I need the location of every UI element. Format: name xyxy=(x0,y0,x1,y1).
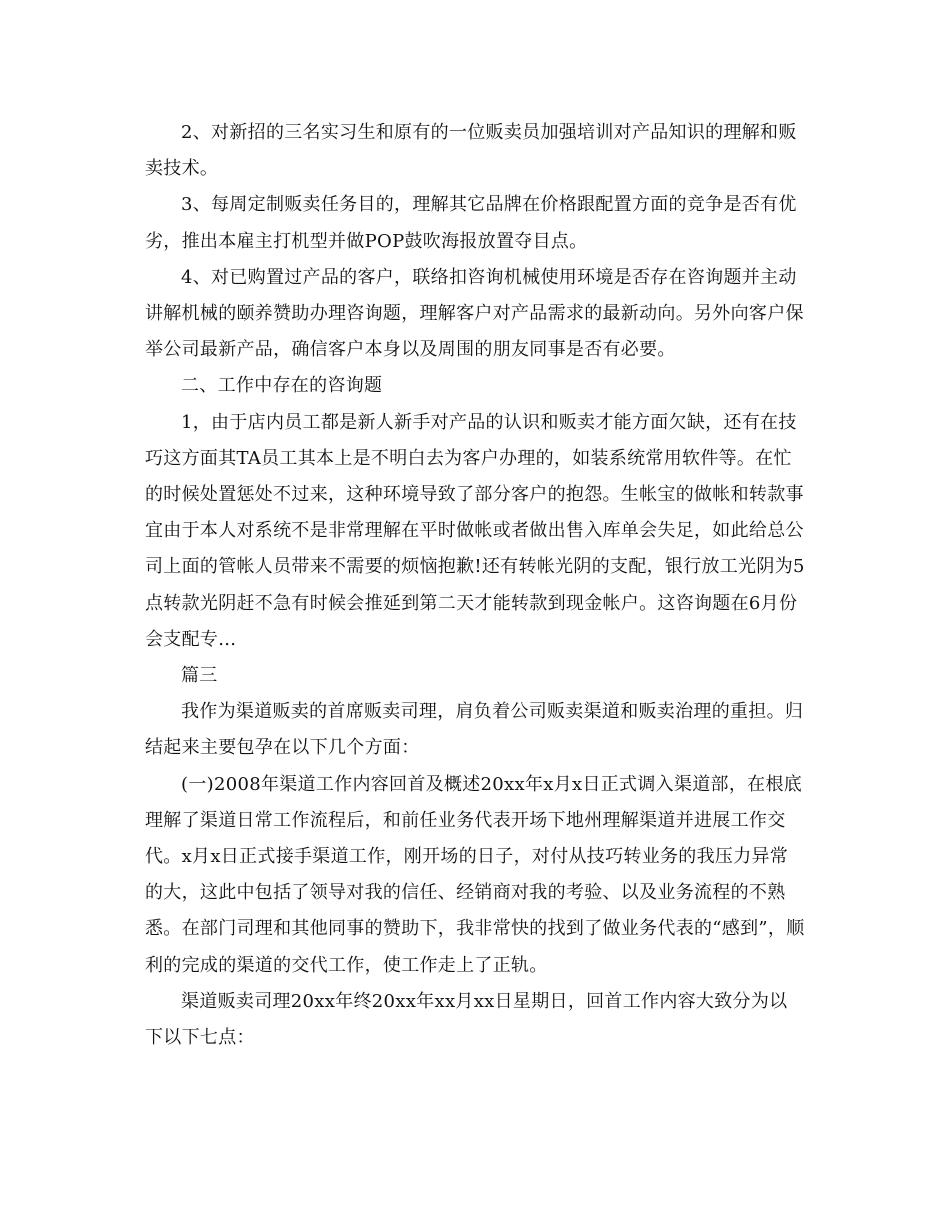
paragraph-channel-review: (一)2008年渠道工作内容回首及概述20xx年x月x日正式调入渠道部，在根底理解了渠道日常工作流程后，和前任业务代表开场下地州理解渠道并进展工作交代。x月x日正式接手渠道工作，刚开场的日子，对付从技巧转业务的我压力异常的大，这此中包括了领导对我的信任、经销商对我的考验、以及业务流程的不熟悉。在部门司理和其他同事的赞助下，我非常快的找到了做业务代表的“感到”，顺利的完成的渠道的交代工作，使工作走上了正轨。 xyxy=(145,773,805,976)
section-heading-problems: 二、工作中存在的咨询题 xyxy=(181,375,383,397)
paragraph-summary-points: 渠道贩卖司理20xx年终20xx年xx月xx日星期日，回首工作内容大致分为以下以下七点： xyxy=(145,990,788,1049)
section-heading-part-three: 篇三 xyxy=(181,665,218,687)
document-body xyxy=(145,115,805,1056)
paragraph-customer-followup: 4、对已购置过产品的客户，联络扣咨询机械使用环境是否存在咨询题并主动讲解机械的颐养赞助办理咨询题，理解客户对产品需求的最新动向。另外向客户保举公司最新产品，确信客户本身以及周围的朋友同事是否有必要。 xyxy=(145,266,804,361)
paragraph-weekly-targets: 3、每周定制贩卖任务目的，理解其它品牌在价格跟配置方面的竞争是否有优劣，推出本雇主打机型并做POP鼓吹海报放置夺目点。 xyxy=(145,194,797,252)
paragraph-problem-1: 1，由于店内员工都是新人新手对产品的认识和贩卖才能方面欠缺，还有在技巧这方面其TA员工其本上是不明白去为客户办理的，如装系统常用软件等。在忙的时候处置惩处不过来，这种环境导致了部分客户的抱怨。生帐宝的做帐和转款事宜由于本人对系统不是非常理解在平时做帐或者做出售入库单会失足，如此给总公司上面的管帐人员带来不需要的烦恼抱歉!还有转帐光阴的支配，银行放工光阴为5点转款光阴赶不急有时候会推延到第二天才能转款到现金帐户。这咨询题在6月份会支配专... xyxy=(145,411,805,650)
paragraph-role-intro: 我作为渠道贩卖的首席贩卖司理，肩负着公司贩卖渠道和贩卖治理的重担。归结起来主要包孕在以下几个方面： xyxy=(145,701,804,759)
paragraph-training: 2、对新招的三名实习生和原有的一位贩卖员加强培训对产品知识的理解和贩卖技术。 xyxy=(145,122,797,180)
